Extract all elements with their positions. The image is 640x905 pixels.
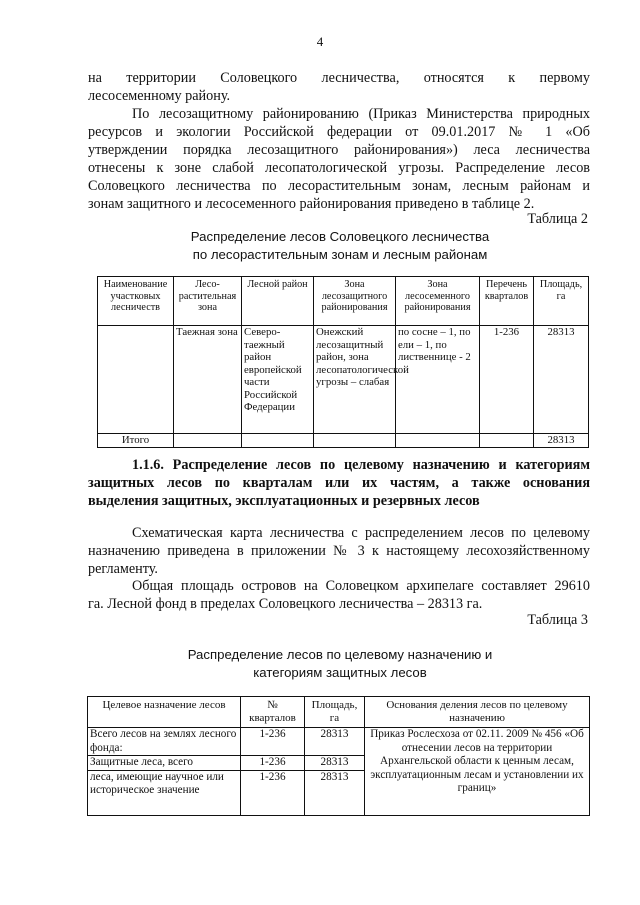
table-header-row: [98, 277, 589, 326]
text-line: отнесены к зоне слабой лесопатологической угрозы. Распределение лесов: [88, 160, 590, 176]
table-3-caption-line-2: категориям защитных лесов: [253, 665, 427, 680]
total-value: 28313: [534, 434, 589, 448]
table-3: [87, 696, 590, 816]
column-header: Основания деления лесов по целевому назначению: [365, 697, 590, 728]
table-cell: 1-236: [241, 756, 305, 771]
paragraph-1: [88, 69, 590, 105]
table-cell: по сосне – 1, по ели – 1, по лиственнице - 2: [396, 326, 480, 434]
table-cell: 28313: [534, 326, 589, 434]
table-cell: Защитные леса, всего: [88, 756, 241, 771]
text-line: зонам защитного и лесосеменного районирования приведено в таблице 2.: [88, 196, 535, 212]
section-heading: [88, 456, 590, 510]
column-header: Лесо-растительная зона: [174, 277, 242, 326]
table-3-caption-line-1: Распределение лесов по целевому назначению и: [187, 647, 493, 662]
column-header: Зона лесозащитного районирования: [314, 277, 396, 326]
paragraph-3: [88, 524, 590, 578]
paragraph-4: [88, 577, 590, 613]
table-cell: Онежский лесозащитный район, зона лесопатологической угрозы – слабая: [314, 326, 396, 434]
column-header: Лесной район: [242, 277, 314, 326]
table-cell: [314, 434, 396, 448]
table-row: [88, 728, 590, 756]
table-cell: [98, 326, 174, 434]
page-number: 4: [316, 34, 324, 49]
table-2-label: Таблица 2: [527, 211, 588, 227]
text-line: на территории Соловецкого лесничества, относятся к первому: [88, 70, 590, 86]
column-header: Площадь, га: [534, 277, 589, 326]
table-cell: Всего лесов на землях лесного фонда:: [88, 728, 241, 756]
table-2-caption-line-1: Распределение лесов Соловецкого лесничества: [190, 229, 490, 244]
text-line: регламенту.: [88, 561, 158, 577]
table-2-caption-line-2: по лесорастительным зонам и лесным районам: [192, 247, 488, 262]
column-header: Площадь, га: [305, 697, 365, 728]
table-cell: 28313: [305, 756, 365, 771]
basis-cell: Приказ Рослесхоза от 02.11. 2009 № 456 «Об отнесении лесов на территории Архангельской области к ценным лесам, эксплуатационным лесам и установлении их границ»: [365, 728, 590, 816]
table-2: [97, 276, 589, 448]
paragraph-2: [88, 105, 590, 213]
total-label: Итого: [98, 434, 174, 448]
text-line: га. Лесной фонд в пределах Соловецкого лесничества – 28313 га.: [88, 596, 483, 612]
text-line: ресурсов и экологии Российской федерации от 09.01.2017 № 1 «Об: [88, 124, 590, 140]
text-line: утверждении порядка лесозащитного районирования») леса лесничества: [88, 142, 590, 158]
table-cell: 1-236: [480, 326, 534, 434]
text-line: лесосеменному району.: [88, 88, 231, 104]
text-line: Схематическая карта лесничества с распределением лесов по целевому: [132, 525, 590, 541]
table-cell: Северо-таежный район европейской части Российской Федерации: [242, 326, 314, 434]
text-line: назначению приведена в приложении № 3 к настоящему лесохозяйственному: [88, 543, 590, 559]
table-cell: леса, имеющие научное или историческое значение: [88, 770, 241, 815]
table-header-row: [88, 697, 590, 728]
text-line: Общая площадь островов на Соловецком архипелаге составляет 29610: [132, 578, 590, 594]
table-cell: 28313: [305, 728, 365, 756]
table-cell: Таежная зона: [174, 326, 242, 434]
column-header: № кварталов: [241, 697, 305, 728]
table-cell: 1-236: [241, 770, 305, 815]
table-cell: [480, 434, 534, 448]
table-total-row: [98, 434, 589, 448]
heading-line: защитных лесов по кварталам или их частям, а также основания: [88, 475, 590, 491]
column-header: Целевое назначение лесов: [88, 697, 241, 728]
text-line: По лесозащитному районированию (Приказ Министерства природных: [132, 106, 590, 122]
table-cell: 28313: [305, 770, 365, 815]
table-cell: 1-236: [241, 728, 305, 756]
table-cell: [396, 434, 480, 448]
column-header: Перечень кварталов: [480, 277, 534, 326]
column-header: Зона лесосеменного районирования: [396, 277, 480, 326]
column-header: Наименование участковых лесничеств: [98, 277, 174, 326]
heading-line: выделения защитных, эксплуатационных и резервных лесов: [88, 493, 480, 509]
table-cell: [242, 434, 314, 448]
table-row: [98, 326, 589, 434]
table-3-label: Таблица 3: [527, 612, 588, 628]
table-cell: [174, 434, 242, 448]
heading-line: 1.1.6. Распределение лесов по целевому назначению и категориям: [132, 457, 590, 473]
text-line: Соловецкого лесничества по лесорастительным зонам, лесным районам и: [88, 178, 590, 194]
